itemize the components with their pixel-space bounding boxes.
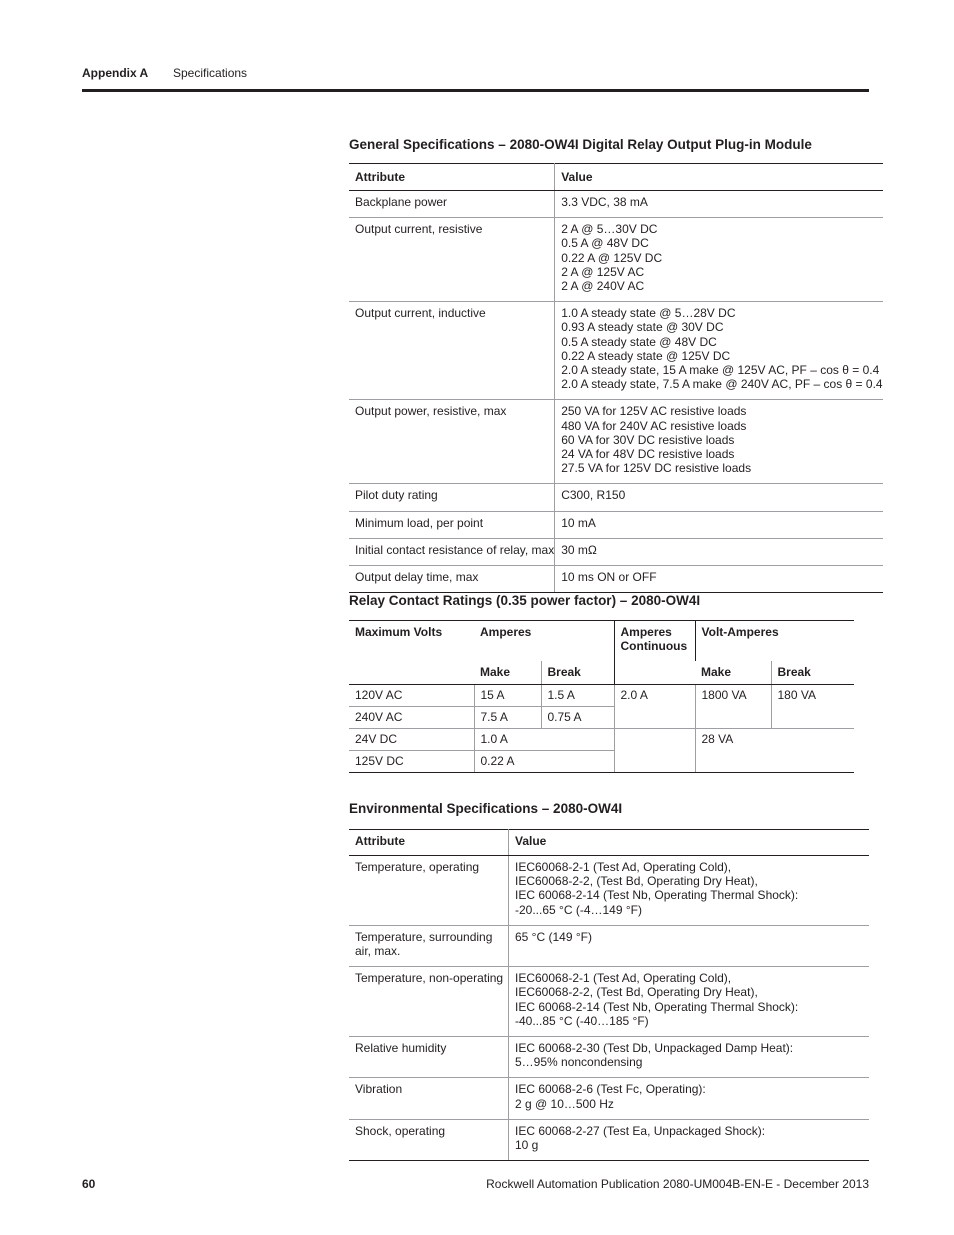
table-header-row <box>349 830 869 856</box>
attribute-line: Temperature, non-operating <box>355 971 504 986</box>
attribute-line: Backplane power <box>355 195 448 209</box>
attribute-cell <box>349 484 555 511</box>
value-line: 65 °C (149 °F) <box>515 929 592 944</box>
value-line: 0.22 A @ 125V DC <box>561 250 663 265</box>
ac-va-break-cell: 180 VA <box>771 685 854 729</box>
value-line: 27.5 VA for 125V DC resistive loads <box>561 461 752 476</box>
col-value-header: Value <box>555 164 883 191</box>
amperes-continuous-label: Amperes Continuous <box>620 625 688 654</box>
attribute-cell <box>349 218 555 302</box>
publication-info: Rockwell Automation Publication 2080-UM004B-EN-E - December 2013 <box>486 1177 869 1191</box>
value-line: IEC60068-2-2, (Test Bd, Operating Dry Heat), <box>515 985 758 1000</box>
attribute-cell <box>349 967 509 1037</box>
attribute-cell <box>349 1037 509 1078</box>
amps-cell: 0.22 A <box>474 751 614 773</box>
value-line: 10 g <box>515 1138 539 1153</box>
general-specs-body <box>349 191 883 593</box>
value-line: IEC60068-2-2, (Test Bd, Operating Dry Heat), <box>515 874 758 889</box>
make-cell: 7.5 A <box>474 707 541 729</box>
value-line: 30 mΩ <box>561 542 597 557</box>
attribute-cell <box>349 856 509 926</box>
value-line: IEC60068-2-1 (Test Ad, Operating Cold), <box>515 860 732 874</box>
table-row <box>349 967 869 1037</box>
value-line: 250 VA for 125V AC resistive loads <box>561 404 747 419</box>
environmental-specs-title: Environmental Specifications – 2080-OW4I <box>349 801 623 816</box>
attribute-line: Output current, resistive <box>355 222 483 237</box>
value-cell <box>555 484 883 511</box>
dc-va-cell: 28 VA <box>695 729 854 773</box>
table-header-row <box>349 621 854 661</box>
volts-cell: 120V AC <box>349 685 474 707</box>
attribute-cell <box>349 1078 509 1119</box>
attribute-line: Temperature, surrounding <box>355 929 493 944</box>
dc-continuous-cell <box>614 729 695 773</box>
attribute-cell <box>349 538 555 565</box>
value-cell <box>509 1078 870 1119</box>
value-line: 2.0 A steady state, 7.5 A make @ 240V AC, PF – cos θ = 0.4 <box>561 377 883 392</box>
value-cell <box>555 302 883 400</box>
value-line: IEC60068-2-1 (Test Ad, Operating Cold), <box>515 971 732 986</box>
break-cell: 1.5 A <box>541 685 614 707</box>
value-line: 0.5 A steady state @ 48V DC <box>561 334 717 349</box>
ac-continuous-cell: 2.0 A <box>614 685 695 729</box>
volts-cell: 240V AC <box>349 707 474 729</box>
max-volts-header: Maximum Volts <box>349 621 474 685</box>
value-line: -20...65 °C (-4…149 °F) <box>515 902 642 917</box>
table-row <box>349 484 883 511</box>
attribute-cell <box>349 400 555 484</box>
general-specs-title: General Specifications – 2080-OW4I Digital Relay Output Plug-in Module <box>349 137 812 152</box>
table-row <box>349 400 883 484</box>
value-cell <box>509 925 870 966</box>
table-row <box>349 729 854 751</box>
attribute-line: Initial contact resistance of relay, max <box>355 542 555 557</box>
value-line: 2 A @ 5…30V DC <box>561 222 658 237</box>
make-cell: 15 A <box>474 685 541 707</box>
section-label: Specifications <box>173 66 248 80</box>
value-line: -40...85 °C (-40…185 °F) <box>515 1013 649 1028</box>
value-line: 0.93 A steady state @ 30V DC <box>561 320 724 335</box>
value-line: 10 ms ON or OFF <box>561 570 657 585</box>
value-line: IEC 60068-2-27 (Test Ea, Unpackaged Shock): <box>515 1123 766 1138</box>
relay-ratings-title: Relay Contact Ratings (0.35 power factor) – 2080-OW4I <box>349 593 701 608</box>
table-row <box>349 925 869 966</box>
value-cell <box>509 967 870 1037</box>
table-row <box>349 218 883 302</box>
attribute-line: Output current, inductive <box>355 306 486 321</box>
attribute-cell <box>349 191 555 218</box>
value-line: IEC 60068-2-14 (Test Nb, Operating Thermal Shock): <box>515 999 799 1014</box>
attribute-line: Output delay time, max <box>355 570 479 585</box>
attribute-line: Temperature, operating <box>355 860 480 874</box>
attribute-line: Pilot duty rating <box>355 488 438 503</box>
value-cell <box>555 191 883 218</box>
value-line: 480 VA for 240V AC resistive loads <box>561 418 747 433</box>
amperes-continuous-header <box>614 621 695 685</box>
value-line: IEC 60068-2-30 (Test Db, Unpackaged Damp Heat): <box>515 1041 794 1056</box>
col-attribute-header: Attribute <box>349 830 509 856</box>
attribute-cell <box>349 511 555 538</box>
value-line: 0.5 A @ 48V DC <box>561 236 649 251</box>
value-line: 1.0 A steady state @ 5…28V DC <box>561 306 736 321</box>
value-cell <box>555 218 883 302</box>
table-row <box>349 1037 869 1078</box>
va-make-header: Make <box>695 661 771 685</box>
value-line: IEC 60068-2-6 (Test Fc, Operating): <box>515 1082 706 1097</box>
table-row <box>349 538 883 565</box>
table-row <box>349 1119 869 1160</box>
header-rule <box>82 89 869 92</box>
value-line: 2 g @ 10…500 Hz <box>515 1096 614 1111</box>
attribute-line: Minimum load, per point <box>355 515 484 530</box>
value-line: 24 VA for 48V DC resistive loads <box>561 447 735 462</box>
attribute-line: Shock, operating <box>355 1123 446 1138</box>
volts-cell: 24V DC <box>349 729 474 751</box>
running-header <box>82 66 248 80</box>
attribute-line: air, max. <box>355 944 401 959</box>
environmental-specs-body <box>349 856 869 1161</box>
attribute-cell <box>349 925 509 966</box>
value-line: 10 mA <box>561 515 596 530</box>
value-cell <box>555 400 883 484</box>
va-break-header: Break <box>771 661 854 685</box>
value-cell <box>555 511 883 538</box>
amps-cell: 1.0 A <box>474 729 614 751</box>
amperes-break-header: Break <box>541 661 614 685</box>
value-cell <box>555 566 883 593</box>
environmental-specs-table <box>349 829 869 1161</box>
table-row <box>349 856 869 926</box>
attribute-cell <box>349 302 555 400</box>
volts-cell: 125V DC <box>349 751 474 773</box>
value-line: 0.22 A steady state @ 125V DC <box>561 348 731 363</box>
table-row <box>349 302 883 400</box>
value-line: C300, R150 <box>561 488 626 503</box>
attribute-cell <box>349 1119 509 1160</box>
value-cell <box>509 856 870 926</box>
break-cell: 0.75 A <box>541 707 614 729</box>
volt-amperes-header: Volt-Amperes <box>695 621 854 661</box>
value-line: 2 A @ 125V AC <box>561 264 645 279</box>
page-number: 60 <box>82 1177 96 1191</box>
attribute-line: Relative humidity <box>355 1041 447 1056</box>
col-attribute-header: Attribute <box>349 164 555 191</box>
table-row <box>349 1078 869 1119</box>
appendix-label: Appendix A <box>82 66 149 80</box>
value-line: 5…95% noncondensing <box>515 1055 643 1070</box>
table-row <box>349 191 883 218</box>
ac-va-make-cell: 1800 VA <box>695 685 771 729</box>
value-cell <box>509 1119 870 1160</box>
relay-ratings-table <box>349 620 854 773</box>
table-row <box>349 566 883 593</box>
value-line: 2 A @ 240V AC <box>561 279 645 294</box>
table-row <box>349 685 854 707</box>
attribute-cell <box>349 566 555 593</box>
value-line: 60 VA for 30V DC resistive loads <box>561 432 735 447</box>
attribute-line: Vibration <box>355 1082 403 1097</box>
amperes-make-header: Make <box>474 661 541 685</box>
value-line: 2.0 A steady state, 15 A make @ 125V AC, PF – cos θ = 0.4 <box>561 363 880 378</box>
value-cell <box>509 1037 870 1078</box>
value-line: IEC 60068-2-14 (Test Nb, Operating Thermal Shock): <box>515 888 799 903</box>
table-row <box>349 511 883 538</box>
value-cell <box>555 538 883 565</box>
col-value-header: Value <box>509 830 870 856</box>
attribute-line: Output power, resistive, max <box>355 404 507 419</box>
table-header-row <box>349 164 883 191</box>
general-specs-table <box>349 163 883 593</box>
value-line: 3.3 VDC, 38 mA <box>561 195 648 209</box>
amperes-header: Amperes <box>474 621 614 661</box>
